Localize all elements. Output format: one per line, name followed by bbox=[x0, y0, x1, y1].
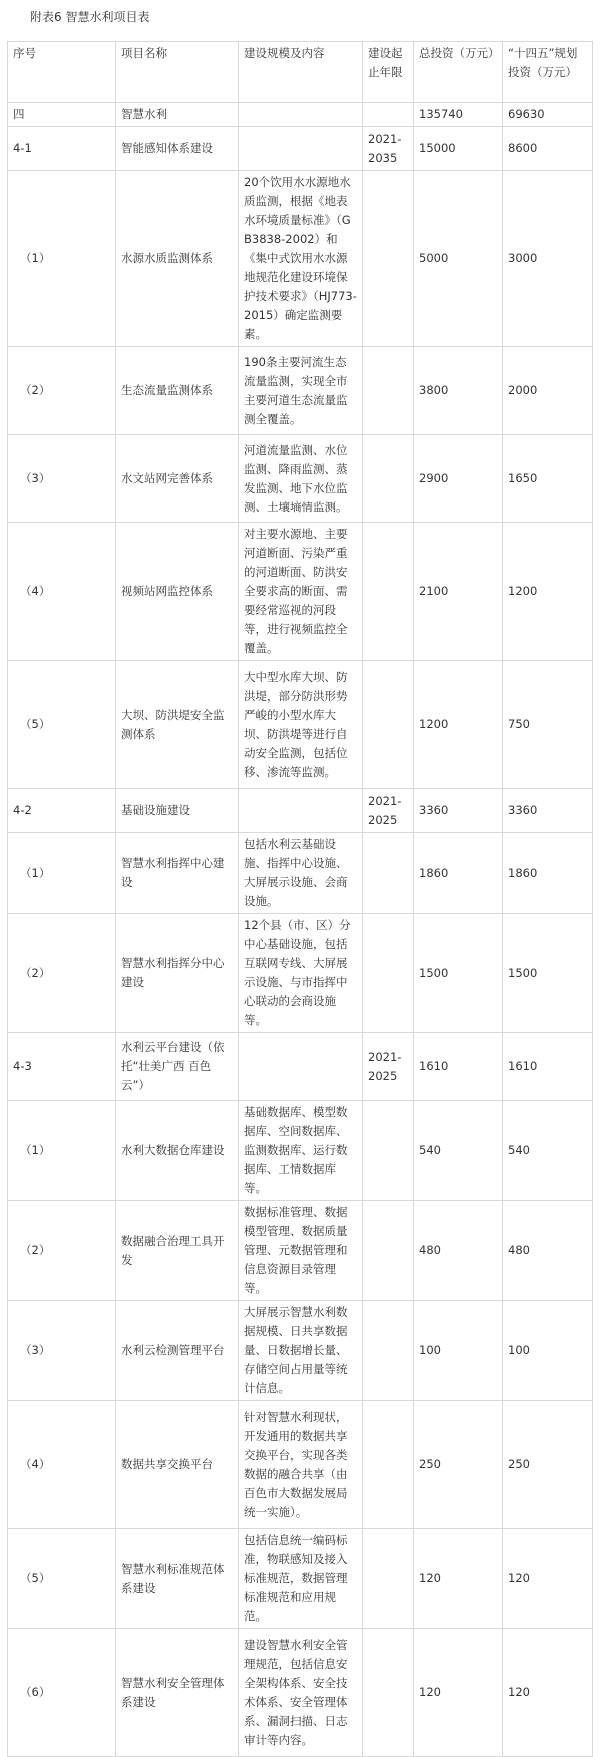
cell-total-investment: 100 bbox=[414, 1301, 503, 1401]
cell-content: 对主要水源地、主要河道断面、污染严重的河道断面、防洪安全要求高的断面、需要经常巡视的河段等，进行视频监控全覆盖。 bbox=[239, 523, 363, 661]
cell-plan-investment: 1860 bbox=[503, 833, 593, 914]
cell-project-name: 水源水质监测体系 bbox=[116, 171, 239, 347]
cell-content: 12个县（市、区）分中心基础设施，包括互联网专线、大屏展示设施、与市指挥中心联动的会商设施等。 bbox=[239, 914, 363, 1033]
cell-total-investment: 1200 bbox=[414, 661, 503, 789]
cell-seq: （1） bbox=[8, 171, 116, 347]
cell-project-name: 水文站网完善体系 bbox=[116, 435, 239, 523]
header-content: 建设规模及内容 bbox=[239, 42, 363, 103]
cell-plan-investment: 100 bbox=[503, 1301, 593, 1401]
cell-total-investment: 135740 bbox=[414, 103, 503, 127]
cell-period bbox=[363, 523, 414, 661]
cell-project-name: 智慧水利指挥分中心建设 bbox=[116, 914, 239, 1033]
cell-period bbox=[363, 833, 414, 914]
cell-period bbox=[363, 1301, 414, 1401]
cell-plan-investment: 1610 bbox=[503, 1033, 593, 1101]
cell-plan-investment: 1650 bbox=[503, 435, 593, 523]
cell-project-name: 数据共享交换平台 bbox=[116, 1401, 239, 1529]
cell-content bbox=[239, 127, 363, 171]
cell-total-investment: 250 bbox=[414, 1401, 503, 1529]
cell-seq: 4-2 bbox=[8, 789, 116, 833]
header-total: 总投资（万元） bbox=[414, 42, 503, 103]
cell-content bbox=[239, 789, 363, 833]
cell-plan-investment: 120 bbox=[503, 1529, 593, 1629]
cell-project-name: 智慧水利指挥中心建设 bbox=[116, 833, 239, 914]
cell-period: 2021-2025 bbox=[363, 789, 414, 833]
cell-period bbox=[363, 914, 414, 1033]
cell-period bbox=[363, 1529, 414, 1629]
cell-project-name: 水利云检测管理平台 bbox=[116, 1301, 239, 1401]
cell-content: 包括水利云基础设施、指挥中心设施、大屏展示设施、会商设施。 bbox=[239, 833, 363, 914]
cell-plan-investment: 3360 bbox=[503, 789, 593, 833]
cell-seq: （4） bbox=[8, 523, 116, 661]
table-row bbox=[8, 1401, 593, 1529]
cell-seq: （1） bbox=[8, 833, 116, 914]
cell-plan-investment: 120 bbox=[503, 1629, 593, 1757]
table-caption: 附表6 智慧水利项目表 bbox=[30, 10, 150, 24]
table-row bbox=[8, 1301, 593, 1401]
cell-plan-investment: 480 bbox=[503, 1201, 593, 1301]
cell-project-name: 水利大数据仓库建设 bbox=[116, 1101, 239, 1201]
cell-project-name: 水利云平台建设（依托“壮美广西 百色云”） bbox=[116, 1033, 239, 1101]
cell-seq: （1） bbox=[8, 1101, 116, 1201]
cell-total-investment: 120 bbox=[414, 1629, 503, 1757]
table-row bbox=[8, 435, 593, 523]
cell-plan-investment: 3000 bbox=[503, 171, 593, 347]
cell-seq: 4-3 bbox=[8, 1033, 116, 1101]
table-row bbox=[8, 347, 593, 435]
cell-total-investment: 1500 bbox=[414, 914, 503, 1033]
cell-period bbox=[363, 1629, 414, 1757]
table-row bbox=[8, 1033, 593, 1101]
cell-content: 20个饮用水水源地水质监测，根据《地表水环境质量标准》（GB3838-2002）和《集中式饮用水水源地规范化建设环境保护技术要求》（HJ773-2015）确定监测要素。 bbox=[239, 171, 363, 347]
project-table bbox=[7, 41, 593, 1757]
cell-total-investment: 1610 bbox=[414, 1033, 503, 1101]
cell-plan-investment: 1200 bbox=[503, 523, 593, 661]
cell-total-investment: 540 bbox=[414, 1101, 503, 1201]
cell-seq: 4-1 bbox=[8, 127, 116, 171]
cell-plan-investment: 540 bbox=[503, 1101, 593, 1201]
table-row bbox=[8, 789, 593, 833]
header-period: 建设起止年限 bbox=[363, 42, 414, 103]
cell-total-investment: 2100 bbox=[414, 523, 503, 661]
cell-content: 大中型水库大坝、防洪堤，部分防洪形势严峻的小型水库大坝、防洪堤等进行自动安全监测，包括位移、渗流等监测。 bbox=[239, 661, 363, 789]
cell-project-name: 智慧水利 bbox=[116, 103, 239, 127]
cell-content: 数据标准管理、数据模型管理、数据质量管理、元数据管理和信息资源目录管理等。 bbox=[239, 1201, 363, 1301]
cell-seq: （2） bbox=[8, 347, 116, 435]
header-name: 项目名称 bbox=[116, 42, 239, 103]
table-header-row bbox=[8, 42, 593, 103]
cell-total-investment: 480 bbox=[414, 1201, 503, 1301]
table-row bbox=[8, 1629, 593, 1757]
cell-seq: （2） bbox=[8, 1201, 116, 1301]
cell-project-name: 视频站网监控体系 bbox=[116, 523, 239, 661]
cell-plan-investment: 1500 bbox=[503, 914, 593, 1033]
cell-total-investment: 5000 bbox=[414, 171, 503, 347]
cell-plan-investment: 69630 bbox=[503, 103, 593, 127]
table-row bbox=[8, 103, 593, 127]
cell-project-name: 基础设施建设 bbox=[116, 789, 239, 833]
cell-project-name: 智能感知体系建设 bbox=[116, 127, 239, 171]
cell-content: 包括信息统一编码标准，物联感知及接入标准规范，数据管理标准规范和应用规范。 bbox=[239, 1529, 363, 1629]
table-row bbox=[8, 1529, 593, 1629]
cell-total-investment: 3360 bbox=[414, 789, 503, 833]
cell-period bbox=[363, 435, 414, 523]
table-row bbox=[8, 914, 593, 1033]
cell-project-name: 数据融合治理工具开发 bbox=[116, 1201, 239, 1301]
cell-content: 针对智慧水利现状，开发通用的数据共享交换平台，实现各类数据的融合共享（由百色市大数据发展局统一实施）。 bbox=[239, 1401, 363, 1529]
cell-period bbox=[363, 1101, 414, 1201]
table-row bbox=[8, 1101, 593, 1201]
cell-seq: （3） bbox=[8, 435, 116, 523]
cell-period bbox=[363, 1201, 414, 1301]
cell-total-investment: 120 bbox=[414, 1529, 503, 1629]
cell-plan-investment: 750 bbox=[503, 661, 593, 789]
cell-total-investment: 15000 bbox=[414, 127, 503, 171]
cell-project-name: 智慧水利标准规范体系建设 bbox=[116, 1529, 239, 1629]
cell-content: 河道流量监测、水位监测、降雨监测、蒸发监测、地下水位监测、土壤墒情监测。 bbox=[239, 435, 363, 523]
table-row bbox=[8, 661, 593, 789]
cell-project-name: 大坝、防洪堤安全监测体系 bbox=[116, 661, 239, 789]
cell-seq: （2） bbox=[8, 914, 116, 1033]
cell-plan-investment: 250 bbox=[503, 1401, 593, 1529]
cell-seq: （5） bbox=[8, 661, 116, 789]
table-row bbox=[8, 523, 593, 661]
cell-total-investment: 3800 bbox=[414, 347, 503, 435]
cell-period: 2021-2035 bbox=[363, 127, 414, 171]
cell-seq: （5） bbox=[8, 1529, 116, 1629]
cell-plan-investment: 8600 bbox=[503, 127, 593, 171]
cell-period: 2021-2025 bbox=[363, 1033, 414, 1101]
table-row bbox=[8, 1201, 593, 1301]
cell-total-investment: 1860 bbox=[414, 833, 503, 914]
cell-period bbox=[363, 103, 414, 127]
cell-content: 190条主要河流生态流量监测，实现全市主要河道生态流量监测全覆盖。 bbox=[239, 347, 363, 435]
cell-content: 基础数据库、模型数据库、空间数据库、监测数据库、运行数据库、工情数据库等。 bbox=[239, 1101, 363, 1201]
cell-period bbox=[363, 1401, 414, 1529]
header-seq: 序号 bbox=[8, 42, 116, 103]
table-row bbox=[8, 171, 593, 347]
cell-content: 建设智慧水利安全管理规范，包括信息安全架构体系、安全技术体系、安全管理体系、漏洞扫描、日志审计等内容。 bbox=[239, 1629, 363, 1757]
header-plan: “十四五”规划投资（万元） bbox=[503, 42, 593, 103]
cell-seq: （4） bbox=[8, 1401, 116, 1529]
cell-period bbox=[363, 661, 414, 789]
cell-seq: （6） bbox=[8, 1629, 116, 1757]
cell-total-investment: 2900 bbox=[414, 435, 503, 523]
cell-content bbox=[239, 1033, 363, 1101]
cell-plan-investment: 2000 bbox=[503, 347, 593, 435]
table-row bbox=[8, 127, 593, 171]
cell-seq: （3） bbox=[8, 1301, 116, 1401]
cell-period bbox=[363, 347, 414, 435]
cell-period bbox=[363, 171, 414, 347]
cell-project-name: 生态流量监测体系 bbox=[116, 347, 239, 435]
table-row bbox=[8, 833, 593, 914]
cell-content: 大屏展示智慧水利数据规模、日共享数据量、日数据增长量、存储空间占用量等统计信息。 bbox=[239, 1301, 363, 1401]
cell-content bbox=[239, 103, 363, 127]
cell-seq: 四 bbox=[8, 103, 116, 127]
cell-project-name: 智慧水利安全管理体系建设 bbox=[116, 1629, 239, 1757]
